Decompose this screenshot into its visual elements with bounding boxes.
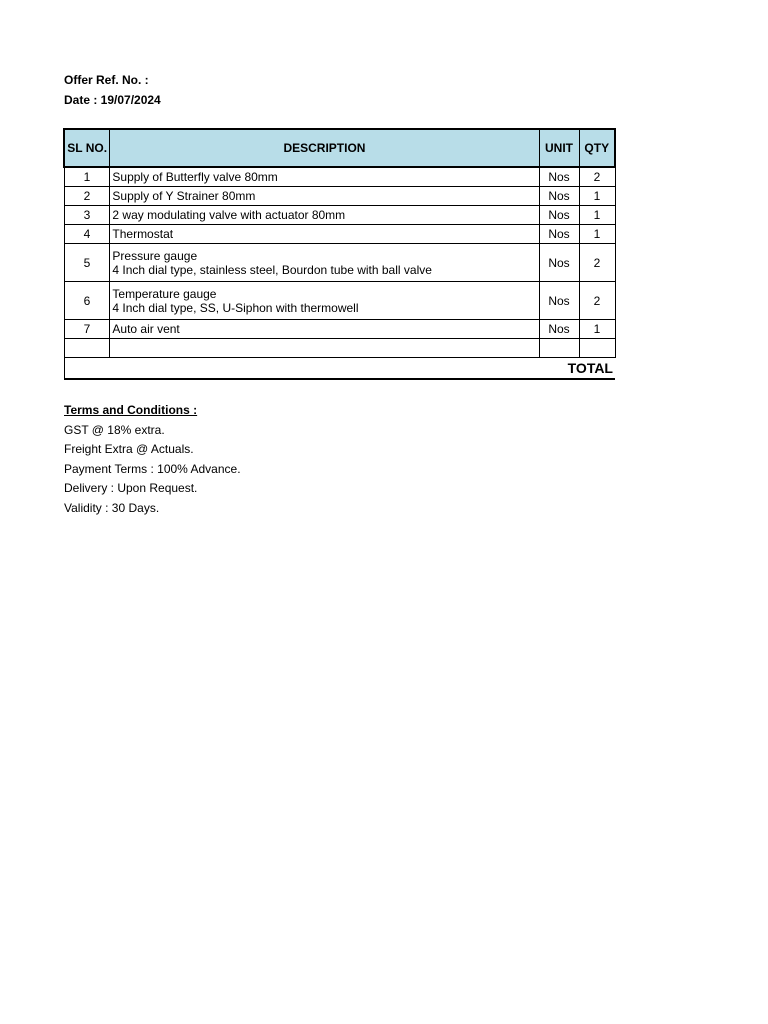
table-row xyxy=(64,206,615,225)
cell-qty: 1 xyxy=(579,187,615,206)
cell-description xyxy=(110,320,539,339)
description-line: Temperature gauge xyxy=(112,286,217,301)
cell-sl-no: 5 xyxy=(64,244,110,282)
column-header-sl-no: SL NO. xyxy=(64,129,110,167)
cell-qty: 2 xyxy=(579,167,615,187)
table-row xyxy=(64,320,615,339)
terms-line-delivery: Delivery : Upon Request. xyxy=(64,481,198,495)
cell-sl-no: 6 xyxy=(64,282,110,320)
description-detail-line: 4 Inch dial type, SS, U-Siphon with thermowell xyxy=(112,300,359,315)
cell-sl-no: 7 xyxy=(64,320,110,339)
cell-unit: Nos xyxy=(539,320,579,339)
cell-qty: 1 xyxy=(579,225,615,244)
description-line: Auto air vent xyxy=(112,322,180,336)
cell-description xyxy=(110,282,539,320)
column-header-qty: QTY xyxy=(579,129,615,167)
description-line: Supply of Butterfly valve 80mm xyxy=(112,170,278,184)
terms-line-freight: Freight Extra @ Actuals. xyxy=(64,442,194,456)
cell-description xyxy=(110,167,539,187)
table-row xyxy=(64,282,615,320)
offer-ref-label: Offer Ref. No. : xyxy=(64,73,149,87)
column-header-description: DESCRIPTION xyxy=(110,129,539,167)
cell-empty xyxy=(110,339,539,358)
table-row-empty xyxy=(64,339,615,358)
items-table xyxy=(63,128,616,380)
cell-sl-no: 2 xyxy=(64,187,110,206)
cell-qty: 2 xyxy=(579,282,615,320)
terms-line-payment: Payment Terms : 100% Advance. xyxy=(64,461,241,476)
cell-qty: 2 xyxy=(579,244,615,282)
description-detail-line: 4 Inch dial type, stainless steel, Bourdon tube with ball valve xyxy=(112,262,432,277)
column-header-unit: UNIT xyxy=(539,129,579,167)
total-label: TOTAL xyxy=(64,358,615,380)
cell-empty xyxy=(539,339,579,358)
cell-unit: Nos xyxy=(539,206,579,225)
offer-date: Date : 19/07/2024 xyxy=(64,93,161,107)
description-line: Pressure gauge xyxy=(112,248,198,263)
cell-sl-no: 1 xyxy=(64,167,110,187)
description-line: Supply of Y Strainer 80mm xyxy=(112,189,256,203)
terms-line-gst: GST @ 18% extra. xyxy=(64,422,165,437)
cell-unit: Nos xyxy=(539,282,579,320)
offer-header xyxy=(64,70,161,110)
terms-line-validity: Validity : 30 Days. xyxy=(64,500,160,515)
cell-empty xyxy=(579,339,615,358)
cell-unit: Nos xyxy=(539,225,579,244)
cell-description xyxy=(110,225,539,244)
cell-unit: Nos xyxy=(539,244,579,282)
terms-title: Terms and Conditions : xyxy=(64,403,198,417)
table-row xyxy=(64,167,615,187)
table-row xyxy=(64,187,615,206)
table-header-row xyxy=(64,129,615,167)
table-row xyxy=(64,225,615,244)
cell-empty xyxy=(64,339,110,358)
cell-qty: 1 xyxy=(579,206,615,225)
description-line: Thermostat xyxy=(112,227,174,241)
cell-description xyxy=(110,187,539,206)
cell-unit: Nos xyxy=(539,187,579,206)
total-row xyxy=(64,358,615,380)
cell-qty: 1 xyxy=(579,320,615,339)
cell-sl-no: 3 xyxy=(64,206,110,225)
terms-and-conditions xyxy=(64,401,241,518)
cell-description xyxy=(110,206,539,225)
cell-sl-no: 4 xyxy=(64,225,110,244)
description-line: 2 way modulating valve with actuator 80mm xyxy=(112,208,346,222)
cell-description xyxy=(110,244,539,282)
cell-unit: Nos xyxy=(539,167,579,187)
table-row xyxy=(64,244,615,282)
